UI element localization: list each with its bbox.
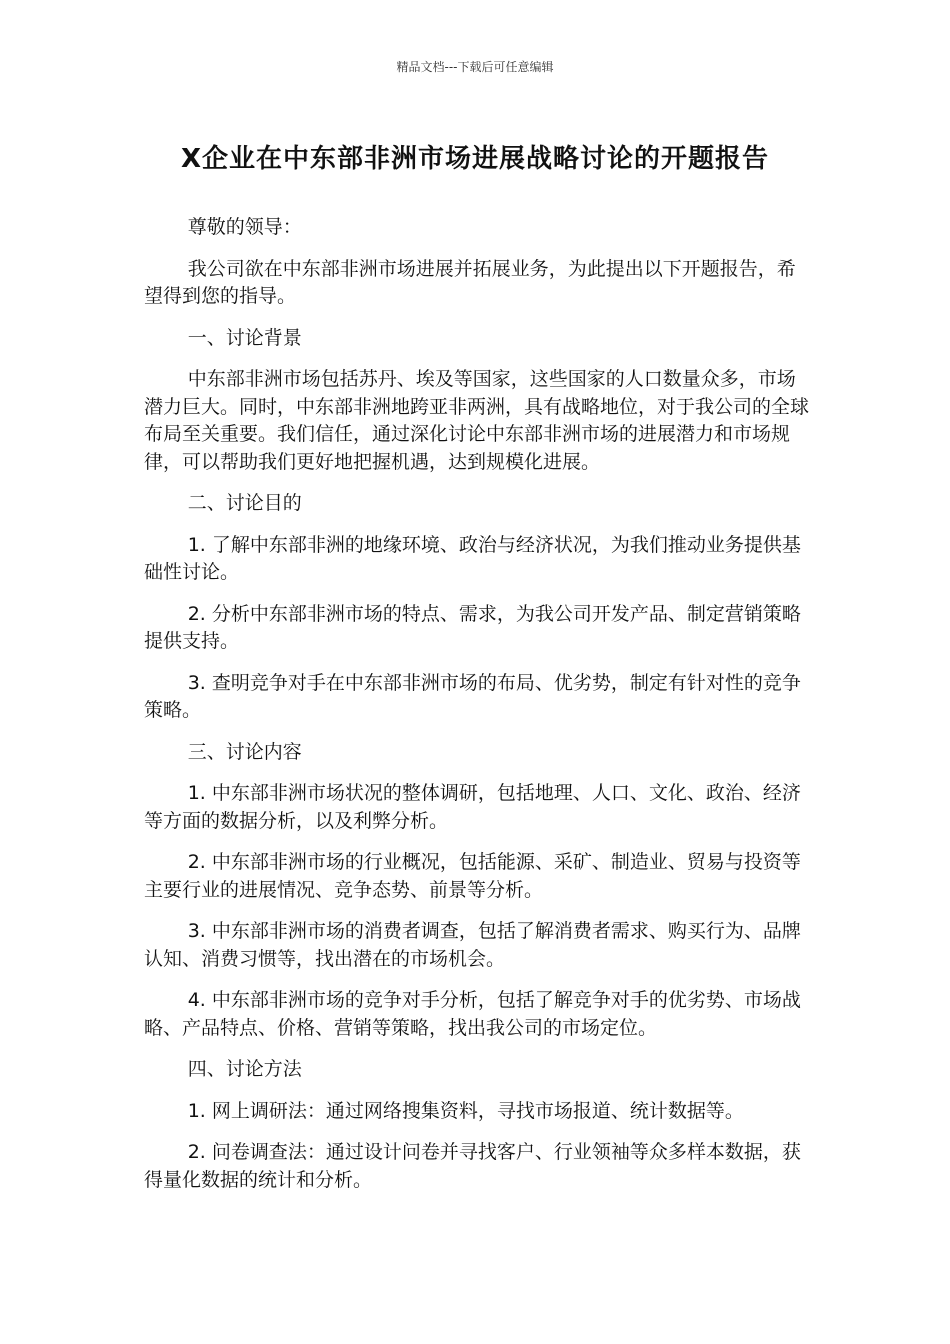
list-item: 1. 了解中东部非洲的地缘环境、政治与经济状况，为我们推动业务提供基础性讨论。 [144, 533, 801, 583]
list-item: 3. 中东部非洲市场的消费者调查，包括了解消费者需求、购买行为、品牌认知、消费习惯等，找出潜在的市场机会。 [144, 920, 801, 970]
list-item: 4. 中东部非洲市场的竞争对手分析，包括了解竞争对手的优劣势、市场战略、产品特点、价格、营销等策略，找出我公司的市场定位。 [144, 989, 801, 1039]
list-item: 3. 查明竞争对手在中东部非洲市场的布局、优劣势，制定有针对性的竞争策略。 [144, 671, 801, 721]
paragraph: 中东部非洲市场包括苏丹、埃及等国家，这些国家的人口数量众多，市场潜力巨大。同时，中东部非洲地跨亚非两洲，具有战略地位，对于我公司的全球布局至关重要。我们信任，通过深化讨论中东部非洲市场的进展潜力和市场规律，可以帮助我们更好地把握机遇，达到规模化进展。 [144, 368, 810, 473]
section-heading: 三、讨论内容 [187, 740, 302, 763]
section-heading: 二、讨论目的 [187, 492, 302, 514]
intro-paragraph: 我公司欲在中东部非洲市场进展并拓展业务，为此提出以下开题报告，希望得到您的指导。 [144, 257, 796, 307]
document-body [144, 214, 812, 1208]
list-item: 1. 中东部非洲市场状况的整体调研，包括地理、人口、文化、政治、经济等方面的数据分析，以及利弊分析。 [144, 782, 801, 832]
salutation: 尊敬的领导： [187, 216, 302, 238]
list-item: 2. 中东部非洲市场的行业概况，包括能源、采矿、制造业、贸易与投资等主要行业的进展情况、竞争态势、前景等分析。 [144, 851, 801, 901]
list-item: 2. 分析中东部非洲市场的特点、需求，为我公司开发产品、制定营销策略提供支持。 [144, 602, 801, 652]
page-header: 精品文档---下载后可任意编辑 [396, 60, 554, 74]
list-item: 1. 网上调研法：通过网络搜集资料，寻找市场报道、统计数据等。 [187, 1099, 744, 1122]
section-heading: 四、讨论方法 [187, 1058, 302, 1080]
section-heading: 一、讨论背景 [187, 326, 302, 349]
document-title: X企业在中东部非洲市场进展战略讨论的开题报告 [180, 144, 770, 174]
list-item: 2. 问卷调查法：通过设计问卷并寻找客户、行业领袖等众多样本数据，获得量化数据的统计和分析。 [144, 1141, 801, 1191]
